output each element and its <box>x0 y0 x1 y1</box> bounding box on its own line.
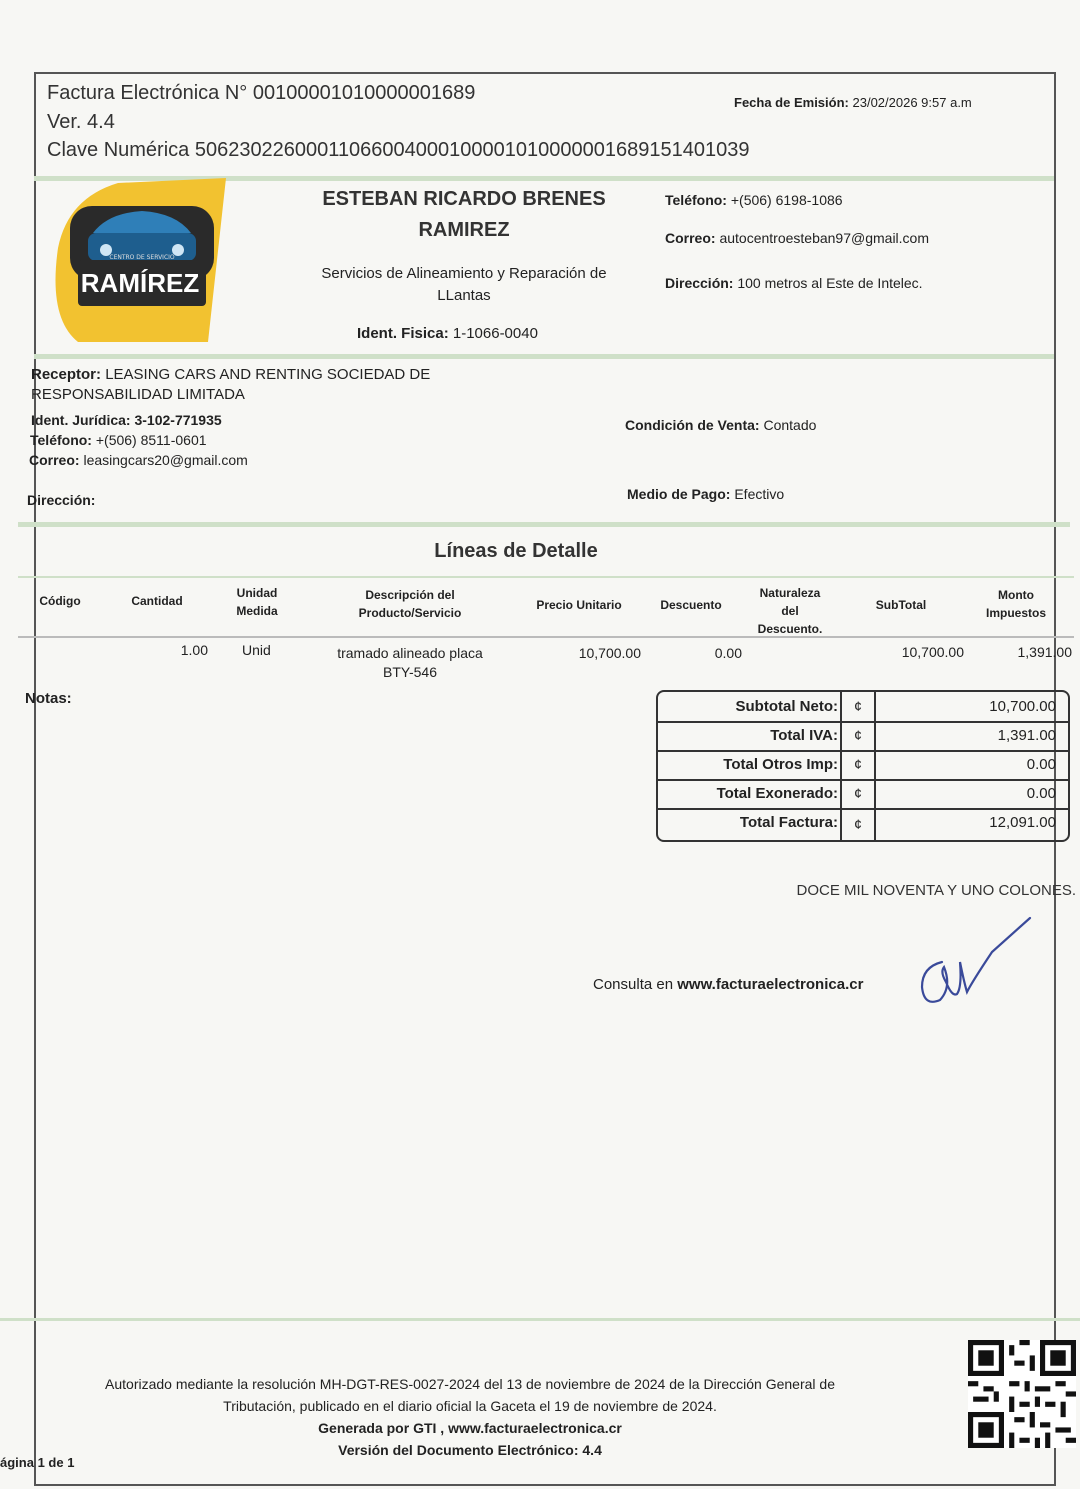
row-descuento: 0.00 <box>714 645 742 661</box>
col-monto <box>972 586 1060 622</box>
emisor-correo-label: Correo: <box>665 230 716 246</box>
emisor-services-2: LLantas <box>437 287 491 304</box>
row-impuestos: 1,391.00 <box>1017 644 1072 660</box>
invoice-version: Ver. 4.4 <box>47 111 115 133</box>
row-descripcion-2: BTY-546 <box>383 664 437 680</box>
emisor-telefono-value: +(506) 6198-1086 <box>730 192 843 208</box>
col-subtotal: SubTotal <box>875 598 927 612</box>
receptor-ident-value: 3-102-771935 <box>134 412 222 428</box>
row-subtotal: 10,700.00 <box>901 644 964 660</box>
col-monto-2: Impuestos <box>985 606 1046 620</box>
row-descripcion-1: tramado alineado placa <box>337 645 483 661</box>
consulta-prefix: Consulta en <box>593 976 674 993</box>
receptor-name-1 <box>31 366 430 383</box>
qr-code-icon <box>968 1340 1076 1448</box>
colon-symbol: ¢ <box>840 721 876 750</box>
emisor-correo <box>665 230 929 246</box>
footer-line-1: Autorizado mediante la resolución MH-DGT-RES-0027-2024 del 13 de noviembre de 2024 de la Dirección General de <box>105 1376 835 1392</box>
emisor-name-1: ESTEBAN RICARDO BRENES <box>322 188 606 210</box>
emisor-correo-value: autocentroesteban97@gmail.com <box>719 230 930 246</box>
detalle-table-header <box>18 576 1074 638</box>
logo-small-text: CENTRO DE SERVICIO <box>109 254 175 261</box>
consulta <box>593 976 863 993</box>
colon-symbol: ¢ <box>840 808 876 840</box>
col-nat-1: Naturaleza <box>759 586 821 600</box>
row-unidad: Unid <box>242 642 271 658</box>
col-descuento: Descuento <box>660 598 722 612</box>
col-desc-1: Descripción del <box>365 588 455 602</box>
emisor-ident <box>357 325 538 342</box>
total-value: 0.00 <box>1026 785 1056 802</box>
col-cantidad: Cantidad <box>131 594 183 608</box>
emisor-name-2: RAMIREZ <box>418 219 510 241</box>
col-nat-3: Descuento. <box>757 622 823 636</box>
invoice-title: Factura Electrónica N° 00100001010000001689 <box>47 82 476 104</box>
section-divider <box>34 354 1054 359</box>
emisor-ident-label: Ident. Fisica: <box>357 325 449 342</box>
emisor-direccion <box>665 275 923 291</box>
receptor-correo-value: leasingcars20@gmail.com <box>83 452 248 468</box>
detalle-title: Líneas de Detalle <box>434 540 598 562</box>
emisor-direccion-label: Dirección: <box>665 275 734 291</box>
col-desc-2: Producto/Servicio <box>358 606 462 620</box>
emisor-ident-value: 1-1066-0040 <box>452 325 538 342</box>
total-value: 0.00 <box>1026 756 1056 773</box>
section-divider <box>18 522 1070 527</box>
total-row <box>658 808 1068 840</box>
receptor-correo-label: Correo: <box>29 452 80 468</box>
consulta-link[interactable]: www.facturaelectronica.cr <box>677 976 864 993</box>
notas-label: Notas: <box>25 690 72 707</box>
col-nat-2: del <box>781 604 799 618</box>
row-cantidad: 1.00 <box>180 642 208 658</box>
total-row <box>658 692 1068 723</box>
receptor-ident <box>31 412 222 428</box>
total-label: Total Factura: <box>739 814 838 831</box>
medio-value: Efectivo <box>734 486 785 502</box>
receptor-direccion-label: Dirección: <box>27 492 96 508</box>
page-number: ágina 1 de 1 <box>0 1455 75 1470</box>
condicion-label: Condición de Venta: <box>625 417 760 433</box>
total-value: 10,700.00 <box>989 698 1056 715</box>
col-codigo: Código <box>39 594 81 608</box>
logo-text: RAMÍREZ <box>80 268 200 298</box>
receptor-telefono-value: +(506) 8511-0601 <box>95 432 207 448</box>
receptor-ident-label: Ident. Jurídica: <box>31 412 131 428</box>
company-logo <box>48 178 226 342</box>
amount-in-words: DOCE MIL NOVENTA Y UNO COLONES. <box>796 882 1076 899</box>
col-naturaleza <box>750 584 830 638</box>
colon-symbol: ¢ <box>840 779 876 808</box>
receptor-label: Receptor: <box>31 366 102 383</box>
medio-pago <box>627 486 784 502</box>
receptor-telefono-label: Teléfono: <box>30 432 92 448</box>
emisor-services-1: Servicios de Alineamiento y Reparación de <box>321 265 607 282</box>
col-unidad <box>226 584 288 620</box>
emisor-direccion-value: 100 metros al Este de Intelec. <box>737 275 923 291</box>
colon-symbol: ¢ <box>840 692 876 721</box>
col-monto-1: Monto <box>998 588 1034 602</box>
footer-line-4: Versión del Documento Electrónico: 4.4 <box>338 1442 602 1458</box>
receptor-telefono <box>30 432 207 448</box>
total-row <box>658 721 1068 752</box>
col-precio: Precio Unitario <box>536 598 622 612</box>
section-divider <box>0 1318 1080 1321</box>
medio-label: Medio de Pago: <box>627 486 731 502</box>
receptor-value-1: LEASING CARS AND RENTING SOCIEDAD DE <box>105 366 431 383</box>
total-label: Total Exonerado: <box>716 785 838 802</box>
col-descripcion <box>340 586 480 622</box>
col-unidad-1: Unidad <box>236 586 278 600</box>
emisor-telefono-label: Teléfono: <box>665 192 727 208</box>
total-label: Total IVA: <box>770 727 838 744</box>
condicion-value: Contado <box>763 417 817 433</box>
fecha-emision <box>734 95 972 110</box>
footer-line-3: Generada por GTI , www.facturaelectronica.cr <box>318 1420 622 1436</box>
total-label: Total Otros Imp: <box>723 756 838 773</box>
row-precio: 10,700.00 <box>578 645 641 661</box>
colon-symbol: ¢ <box>840 750 876 779</box>
receptor-name-2: RESPONSABILIDAD LIMITADA <box>31 386 245 403</box>
emisor-telefono <box>665 192 843 208</box>
receptor-correo <box>29 452 248 468</box>
totals-box <box>656 690 1070 842</box>
clave-numerica: Clave Numérica 50623022600011066004000100001010000001689151401039 <box>47 139 750 161</box>
total-value: 12,091.00 <box>989 814 1056 831</box>
total-value: 1,391.00 <box>997 727 1056 744</box>
total-label: Subtotal Neto: <box>735 698 838 715</box>
footer-line-2: Tributación, publicado en el diario oficial la Gaceta el 19 de noviembre de 2024. <box>223 1398 717 1414</box>
col-unidad-2: Medida <box>236 604 278 618</box>
fecha-value: 23/02/2026 9:57 a.m <box>852 95 972 110</box>
total-row <box>658 779 1068 810</box>
condicion-venta <box>625 417 816 433</box>
fecha-label: Fecha de Emisión: <box>734 95 849 110</box>
total-row <box>658 750 1068 781</box>
signature-icon <box>912 912 1036 1012</box>
